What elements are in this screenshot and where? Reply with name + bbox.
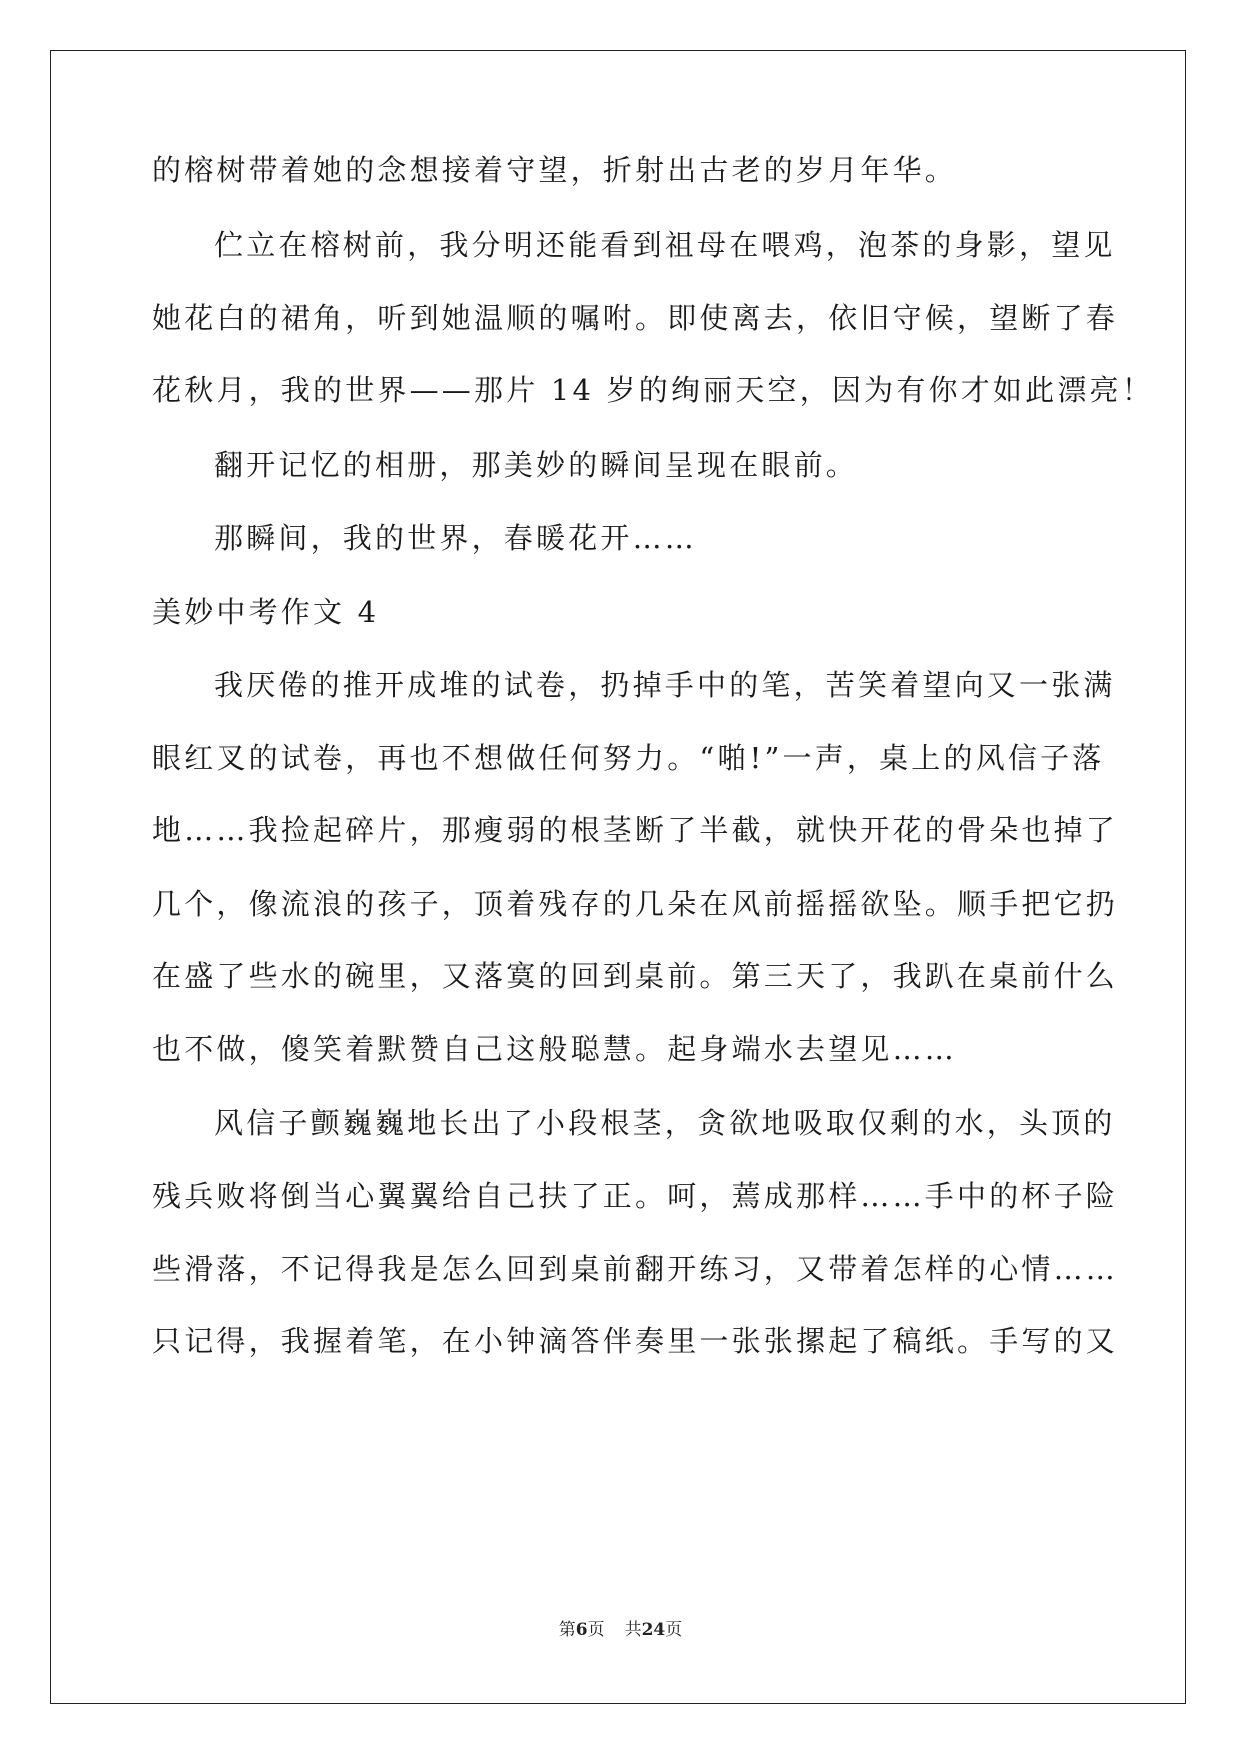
paragraph-start-line: 那瞬间，我的世界，春暖花开…… xyxy=(214,521,698,555)
page-footer xyxy=(0,1618,1241,1642)
total-pages-number: 24 xyxy=(641,1620,666,1640)
text-line: 眼红叉的试卷，再也不想做任何努力。“啪!”一声，桌上的风信子落 xyxy=(152,741,1105,775)
text-line: 她花白的裙角，听到她温顺的嘱咐。即使离去，依旧守候，望断了春 xyxy=(152,301,1119,335)
text-line: 也不做，傻笑着默赞自己这般聪慧。起身端水去望见…… xyxy=(152,1032,958,1066)
paragraph-start-line: 翻开记忆的相册，那美妙的瞬间呈现在眼前。 xyxy=(214,448,859,482)
text-line: 花秋月，我的世界——那片 14 岁的绚丽天空，因为有你才如此漂亮！ xyxy=(152,373,1154,407)
footer-page-suffix: 页 xyxy=(587,1620,605,1640)
text-line: 些滑落，不记得我是怎么回到桌前翻开练习，又带着怎样的心情…… xyxy=(152,1252,1119,1286)
paragraph-start-line: 伫立在榕树前，我分明还能看到祖母在喂鸡，泡茶的身影，望见 xyxy=(214,228,1116,262)
footer-prefix: 第 xyxy=(558,1620,576,1640)
current-page-number: 6 xyxy=(575,1620,588,1640)
text-line: 残兵败将倒当心翼翼给自己扶了正。呵，蔫成那样……手中的杯子险 xyxy=(152,1179,1119,1213)
text-line: 的榕树带着她的念想接着守望，折射出古老的岁月年华。 xyxy=(152,153,958,187)
text-line: 几个，像流浪的孩子，顶着残存的几朵在风前摇摇欲坠。顺手把它扔 xyxy=(152,887,1119,921)
footer-total-prefix: 共 xyxy=(624,1620,642,1640)
text-line: 只记得，我握着笔，在小钟滴答伴奏里一张张摞起了稿纸。手写的又 xyxy=(152,1324,1119,1358)
paragraph-start-line: 风信子颤巍巍地长出了小段根茎，贪欲地吸取仅剩的水，头顶的 xyxy=(214,1106,1116,1140)
section-heading: 美妙中考作文 4 xyxy=(152,595,380,629)
text-line: 地……我捡起碎片，那瘦弱的根茎断了半截，就快开花的骨朵也掉了 xyxy=(152,813,1119,847)
text-line: 在盛了些水的碗里，又落寞的回到桌前。第三天了，我趴在桌前什么 xyxy=(152,959,1119,993)
footer-total-suffix: 页 xyxy=(665,1620,683,1640)
paragraph-start-line: 我厌倦的推开成堆的试卷，扔掉手中的笔，苦笑着望向又一张满 xyxy=(214,668,1116,702)
